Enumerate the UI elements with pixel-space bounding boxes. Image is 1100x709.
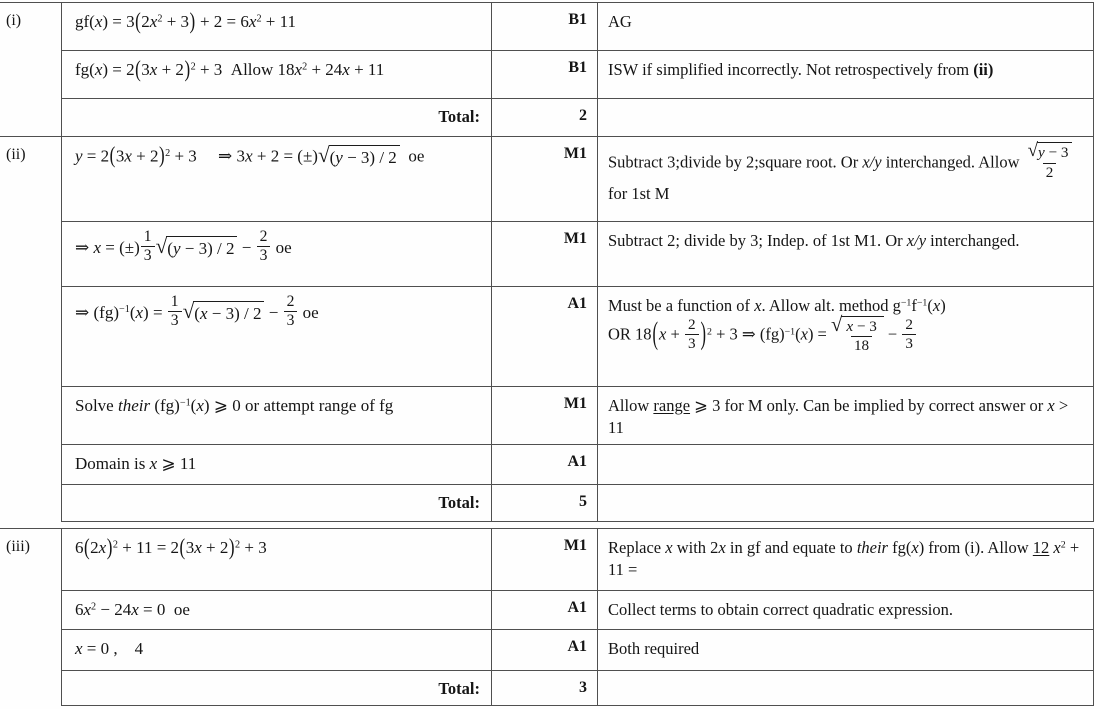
mark-scheme-row: [62, 630, 1093, 671]
mark-scheme-row: [62, 591, 1093, 630]
section-rows: [62, 529, 1093, 706]
mark-scheme-row: [62, 445, 1093, 485]
mark-cell: B1: [492, 51, 598, 98]
comment-cell: [598, 671, 1093, 705]
comment-cell: Allow range ⩾ 3 for M only. Can be implied by correct answer or x > 11: [608, 396, 1069, 438]
mark-cell: M1: [492, 137, 598, 221]
total-value: 3: [492, 671, 598, 705]
total-row: [62, 99, 1093, 136]
answer-cell: $6x^2 - 24x = 0$ oe: [62, 591, 492, 629]
answer-cell: $fg(x) = 2(3x + 2)^2 + 3$ Allow $18x^2 + 24x + 11$: [62, 51, 492, 98]
mark-cell: B1: [492, 3, 598, 50]
comment-cell: AG: [608, 12, 632, 31]
section-rows: [62, 3, 1093, 136]
answer-cell: ⇒ (fg)$^{-1}$(x) = $\frac{1}{3}$ √ (x − 3) / 2 − $\frac{2}{3}$ oe: [62, 287, 492, 386]
part-label: (i): [0, 3, 62, 136]
mark-scheme-row: [62, 387, 1093, 445]
mark-cell: A1: [492, 445, 598, 484]
mark-cell: A1: [492, 591, 598, 629]
section-i: [0, 2, 1094, 136]
total-row: [62, 485, 1093, 522]
section-rows: [62, 137, 1093, 522]
comment-cell: ISW if simplified incorrectly. Not retrospectively from (ii): [608, 60, 994, 79]
answer-cell: ⇒ x = (±) $\frac{1}{3}$ √ (y − 3) / 2 − $\frac{2}{3}$ oe: [62, 222, 492, 286]
mark-scheme-row: [62, 222, 1093, 287]
answer-cell: $gf(x) = 3(2x^2 + 3) + 2 = 6x^2 + 11$: [62, 3, 492, 50]
comment-cell: [598, 485, 1093, 521]
section-iii: [0, 528, 1094, 706]
total-value: 5: [492, 485, 598, 521]
mark-scheme-row: [62, 287, 1093, 387]
mark-scheme-row: [62, 51, 1093, 99]
part-label: (iii): [0, 529, 62, 706]
mark-cell: M1: [492, 387, 598, 444]
comment-cell: Collect terms to obtain correct quadratic expression.: [608, 600, 954, 619]
total-label: Total:: [62, 485, 492, 521]
comment-cell: Subtract 2; divide by 3; Indep. of 1st M1. Or x/y interchanged.: [608, 231, 1020, 250]
comment-cell: Replace x with 2x in gf and equate to their fg(x) from (i). Allow 12 $x^2 + 11$ =: [608, 538, 1080, 580]
mark-scheme-row: [62, 137, 1093, 222]
answer-cell: x = 0 , 4: [62, 630, 492, 670]
comment-cell: Must be a function of x. Allow alt. method $g^{-1}f^{-1}(x)$ OR 18(x + $\frac{2}{3}$ )$^2$ + 3 ⇒ (fg)$^{-1}$(x) = √ $\frac{x - 3}{18}$ − $\frac{2}{3}$: [608, 296, 946, 355]
comment-cell: Both required: [608, 639, 700, 658]
comment-cell: [598, 445, 1093, 484]
mark-cell: M1: [492, 529, 598, 590]
total-value: 2: [492, 99, 598, 136]
part-label: (ii): [0, 137, 62, 522]
answer-cell: Solve their (fg)$^{-1}$(x) ⩾ 0 or attempt range of fg: [62, 387, 492, 444]
total-label: Total:: [62, 671, 492, 705]
mark-cell: A1: [492, 287, 598, 386]
mark-scheme-row: [62, 529, 1093, 591]
total-row: [62, 671, 1093, 706]
total-label: Total:: [62, 99, 492, 136]
answer-cell: $6(2x)^2 + 11 = 2(3x + 2)^2 + 3$: [62, 529, 492, 590]
mark-cell: A1: [492, 630, 598, 670]
mark-cell: M1: [492, 222, 598, 286]
mark-scheme-row: [62, 3, 1093, 51]
section-ii: [0, 136, 1094, 522]
answer-cell: Domain is x ⩾ 11: [62, 445, 492, 484]
comment-cell: Subtract 3;divide by 2;square root. Or x/y interchanged. Allow √ y − 3 2 for 1st M: [598, 137, 1093, 221]
answer-cell: $y = 2(3x + 2)^2 + 3$ ⇒ 3x + 2 = (±) √ (y − 3) / 2 oe: [62, 137, 492, 221]
comment-cell: [598, 99, 1093, 136]
